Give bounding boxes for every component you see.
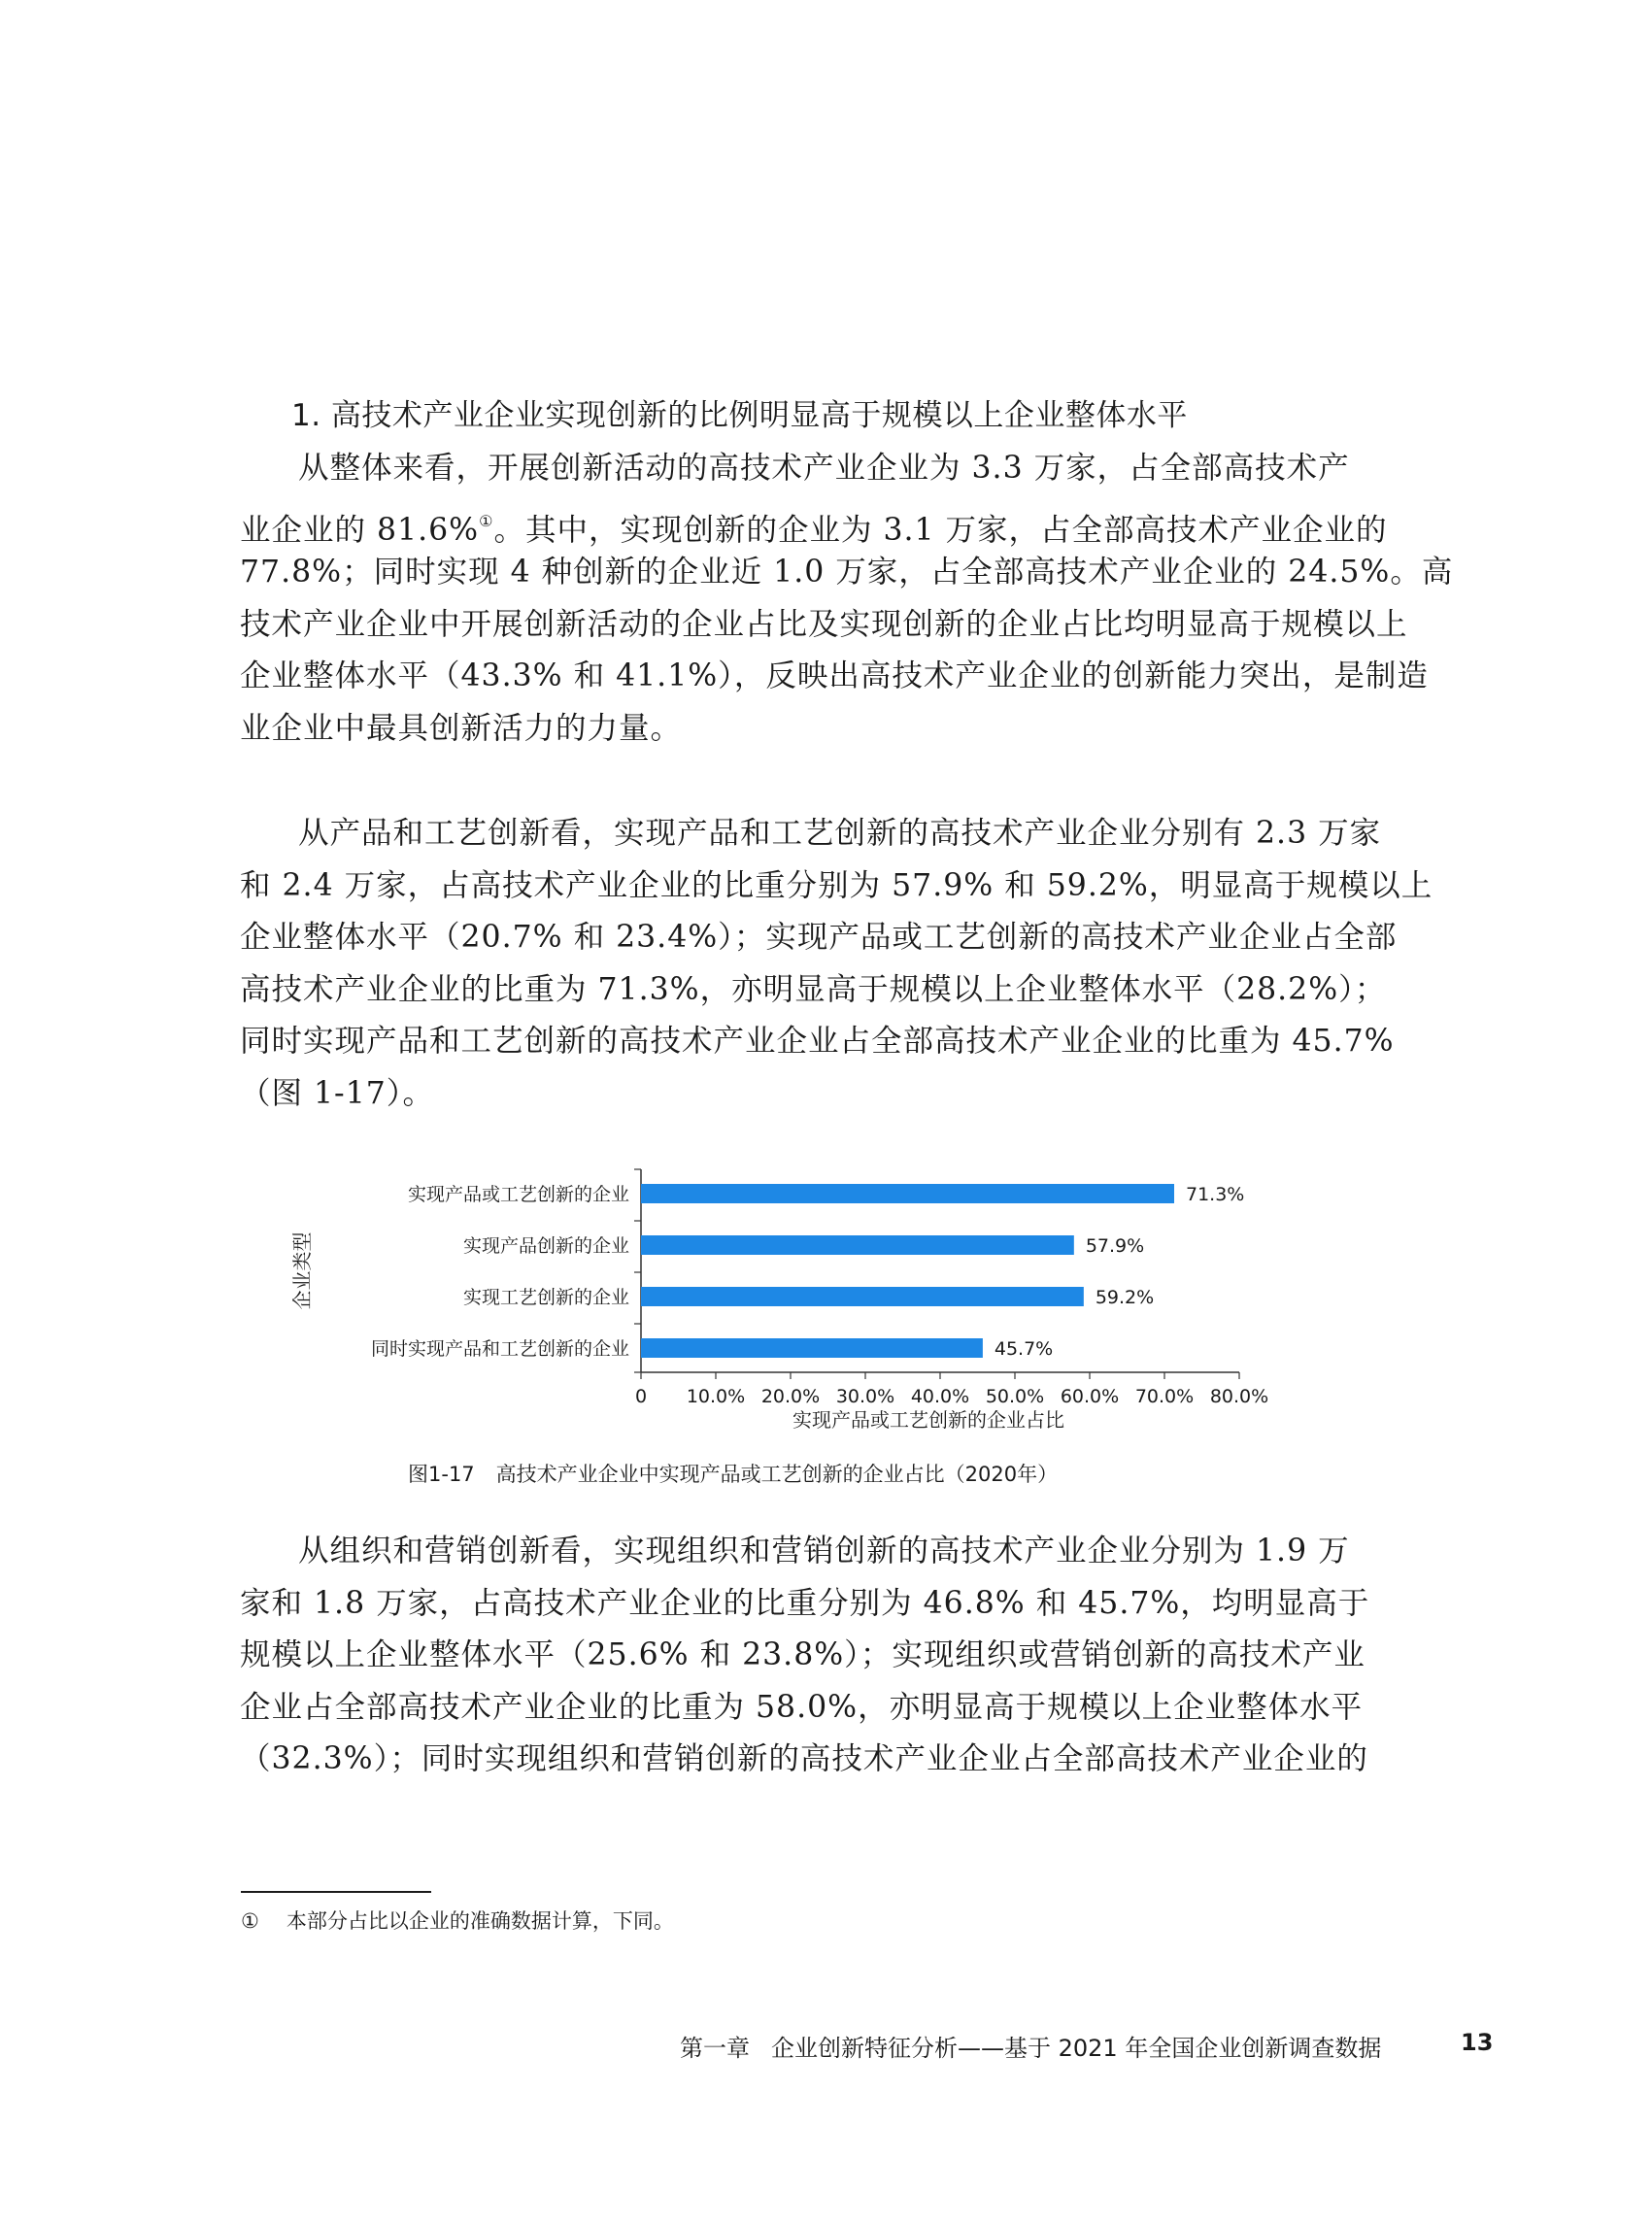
chapter-label: 第一章: [680, 2035, 750, 2062]
figure-caption: [408, 1459, 1079, 1488]
x-axis-title: 实现产品或工艺创新的企业占比: [792, 1408, 1064, 1432]
page-number: 13: [1461, 2029, 1494, 2056]
bar-chart: [287, 1165, 1298, 1457]
chapter-title: 企业创新特征分析——基于 2021 年全国企业创新调查数据: [771, 2035, 1382, 2062]
paragraph-line: 从产品和工艺创新看，实现产品和工艺创新的高技术产业企业分别有 2.3 万家: [298, 816, 1382, 851]
value-label: 45.7%: [994, 1338, 1054, 1360]
paragraph-line: 同时实现产品和工艺创新的高技术产业企业占全部高技术产业企业的比重为 45.7%: [240, 1024, 1395, 1060]
x-tick-label: 50.0%: [985, 1386, 1045, 1407]
paragraph-product-process: [240, 808, 1433, 1121]
footnote: [241, 1906, 674, 1935]
x-tick-label: 70.0%: [1134, 1386, 1195, 1407]
paragraph-line-part: 。其中，实现创新的企业为 3.1 万家，占全部高技术产业企业的: [493, 512, 1388, 548]
category-label: 实现工艺创新的企业: [462, 1287, 629, 1308]
category-label: 同时实现产品和工艺创新的企业: [370, 1338, 629, 1360]
x-tick-label: 30.0%: [835, 1386, 895, 1407]
paragraph-line: 业企业中最具创新活力的力量。: [240, 710, 683, 746]
y-axis-title: 企业类型: [290, 1231, 314, 1310]
figure-number: 图1-17: [408, 1463, 475, 1486]
paragraph-line: 77.8%；同时实现 4 种创新的企业近 1.0 万家，占全部高技术产业企业的 24.5%。高: [240, 555, 1454, 590]
running-footer: [680, 2029, 1381, 2063]
bar: [641, 1235, 1074, 1255]
paragraph-line: 和 2.4 万家，占高技术产业企业的比重分别为 57.9% 和 59.2%，明显高于规模以上: [240, 867, 1433, 903]
value-label: 71.3%: [1186, 1184, 1245, 1205]
footnote-divider: [241, 1891, 431, 1893]
bar: [641, 1287, 1084, 1306]
x-tick-label: 10.0%: [686, 1386, 746, 1407]
paragraph-line: 家和 1.8 万家，占高技术产业企业的比重分别为 46.8% 和 45.7%，均明显高于: [240, 1585, 1370, 1621]
paragraph-line: 高技术产业企业的比重为 71.3%，亦明显高于规模以上企业整体水平（28.2%）；: [240, 971, 1387, 1007]
paragraph-overall: [240, 443, 1454, 756]
paragraph-line: （图 1-17）。: [240, 1075, 435, 1111]
value-label: 59.2%: [1095, 1287, 1155, 1308]
paragraph-line-part: 业企业的 81.6%: [240, 512, 480, 548]
paragraph-line: 企业整体水平（43.3% 和 41.1%），反映出高技术产业企业的创新能力突出，是制造: [240, 658, 1429, 694]
value-label: 57.9%: [1085, 1235, 1145, 1257]
footnote-text: 本部分占比以企业的准确数据计算，下同。: [286, 1909, 674, 1933]
footnote-reference[interactable]: ①: [479, 511, 494, 530]
x-tick-label: 0: [634, 1386, 648, 1407]
paragraph-line: 企业整体水平（20.7% 和 23.4%）；实现产品或工艺创新的高技术产业企业占全部: [240, 920, 1398, 956]
x-tick-label: 20.0%: [760, 1386, 821, 1407]
bar: [641, 1338, 983, 1358]
bar-chart-svg: [287, 1165, 1298, 1457]
paragraph-line: [240, 495, 1388, 548]
paragraph-line: 从整体来看，开展创新活动的高技术产业企业为 3.3 万家，占全部高技术产: [298, 451, 1350, 486]
x-tick-label: 80.0%: [1209, 1386, 1269, 1407]
paragraph-line: 规模以上企业整体水平（25.6% 和 23.8%）；实现组织或营销创新的高技术产业: [240, 1637, 1365, 1673]
category-label: 实现产品或工艺创新的企业: [407, 1184, 629, 1205]
paragraph-line: 从组织和营销创新看，实现组织和营销创新的高技术产业企业分别为 1.9 万: [298, 1534, 1350, 1568]
paragraph-line: 技术产业企业中开展创新活动的企业占比及实现创新的企业占比均明显高于规模以上: [240, 606, 1408, 642]
section-heading: 1. 高技术产业企业实现创新的比例明显高于规模以上企业整体水平: [291, 398, 1188, 433]
category-label: 实现产品创新的企业: [462, 1235, 629, 1257]
x-tick-label: 40.0%: [910, 1386, 970, 1407]
footnote-mark: ①: [241, 1909, 259, 1933]
paragraph-line: 企业占全部高技术产业企业的比重为 58.0%，亦明显高于规模以上企业整体水平: [240, 1689, 1364, 1725]
paragraph-org-marketing: [240, 1526, 1370, 1786]
paragraph-line: （32.3%）；同时实现组织和营销创新的高技术产业企业占全部高技术产业企业的: [240, 1741, 1368, 1777]
bar: [641, 1184, 1174, 1203]
x-tick-label: 60.0%: [1060, 1386, 1120, 1407]
figure-title: 高技术产业企业中实现产品或工艺创新的企业占比（2020年）: [495, 1463, 1059, 1486]
